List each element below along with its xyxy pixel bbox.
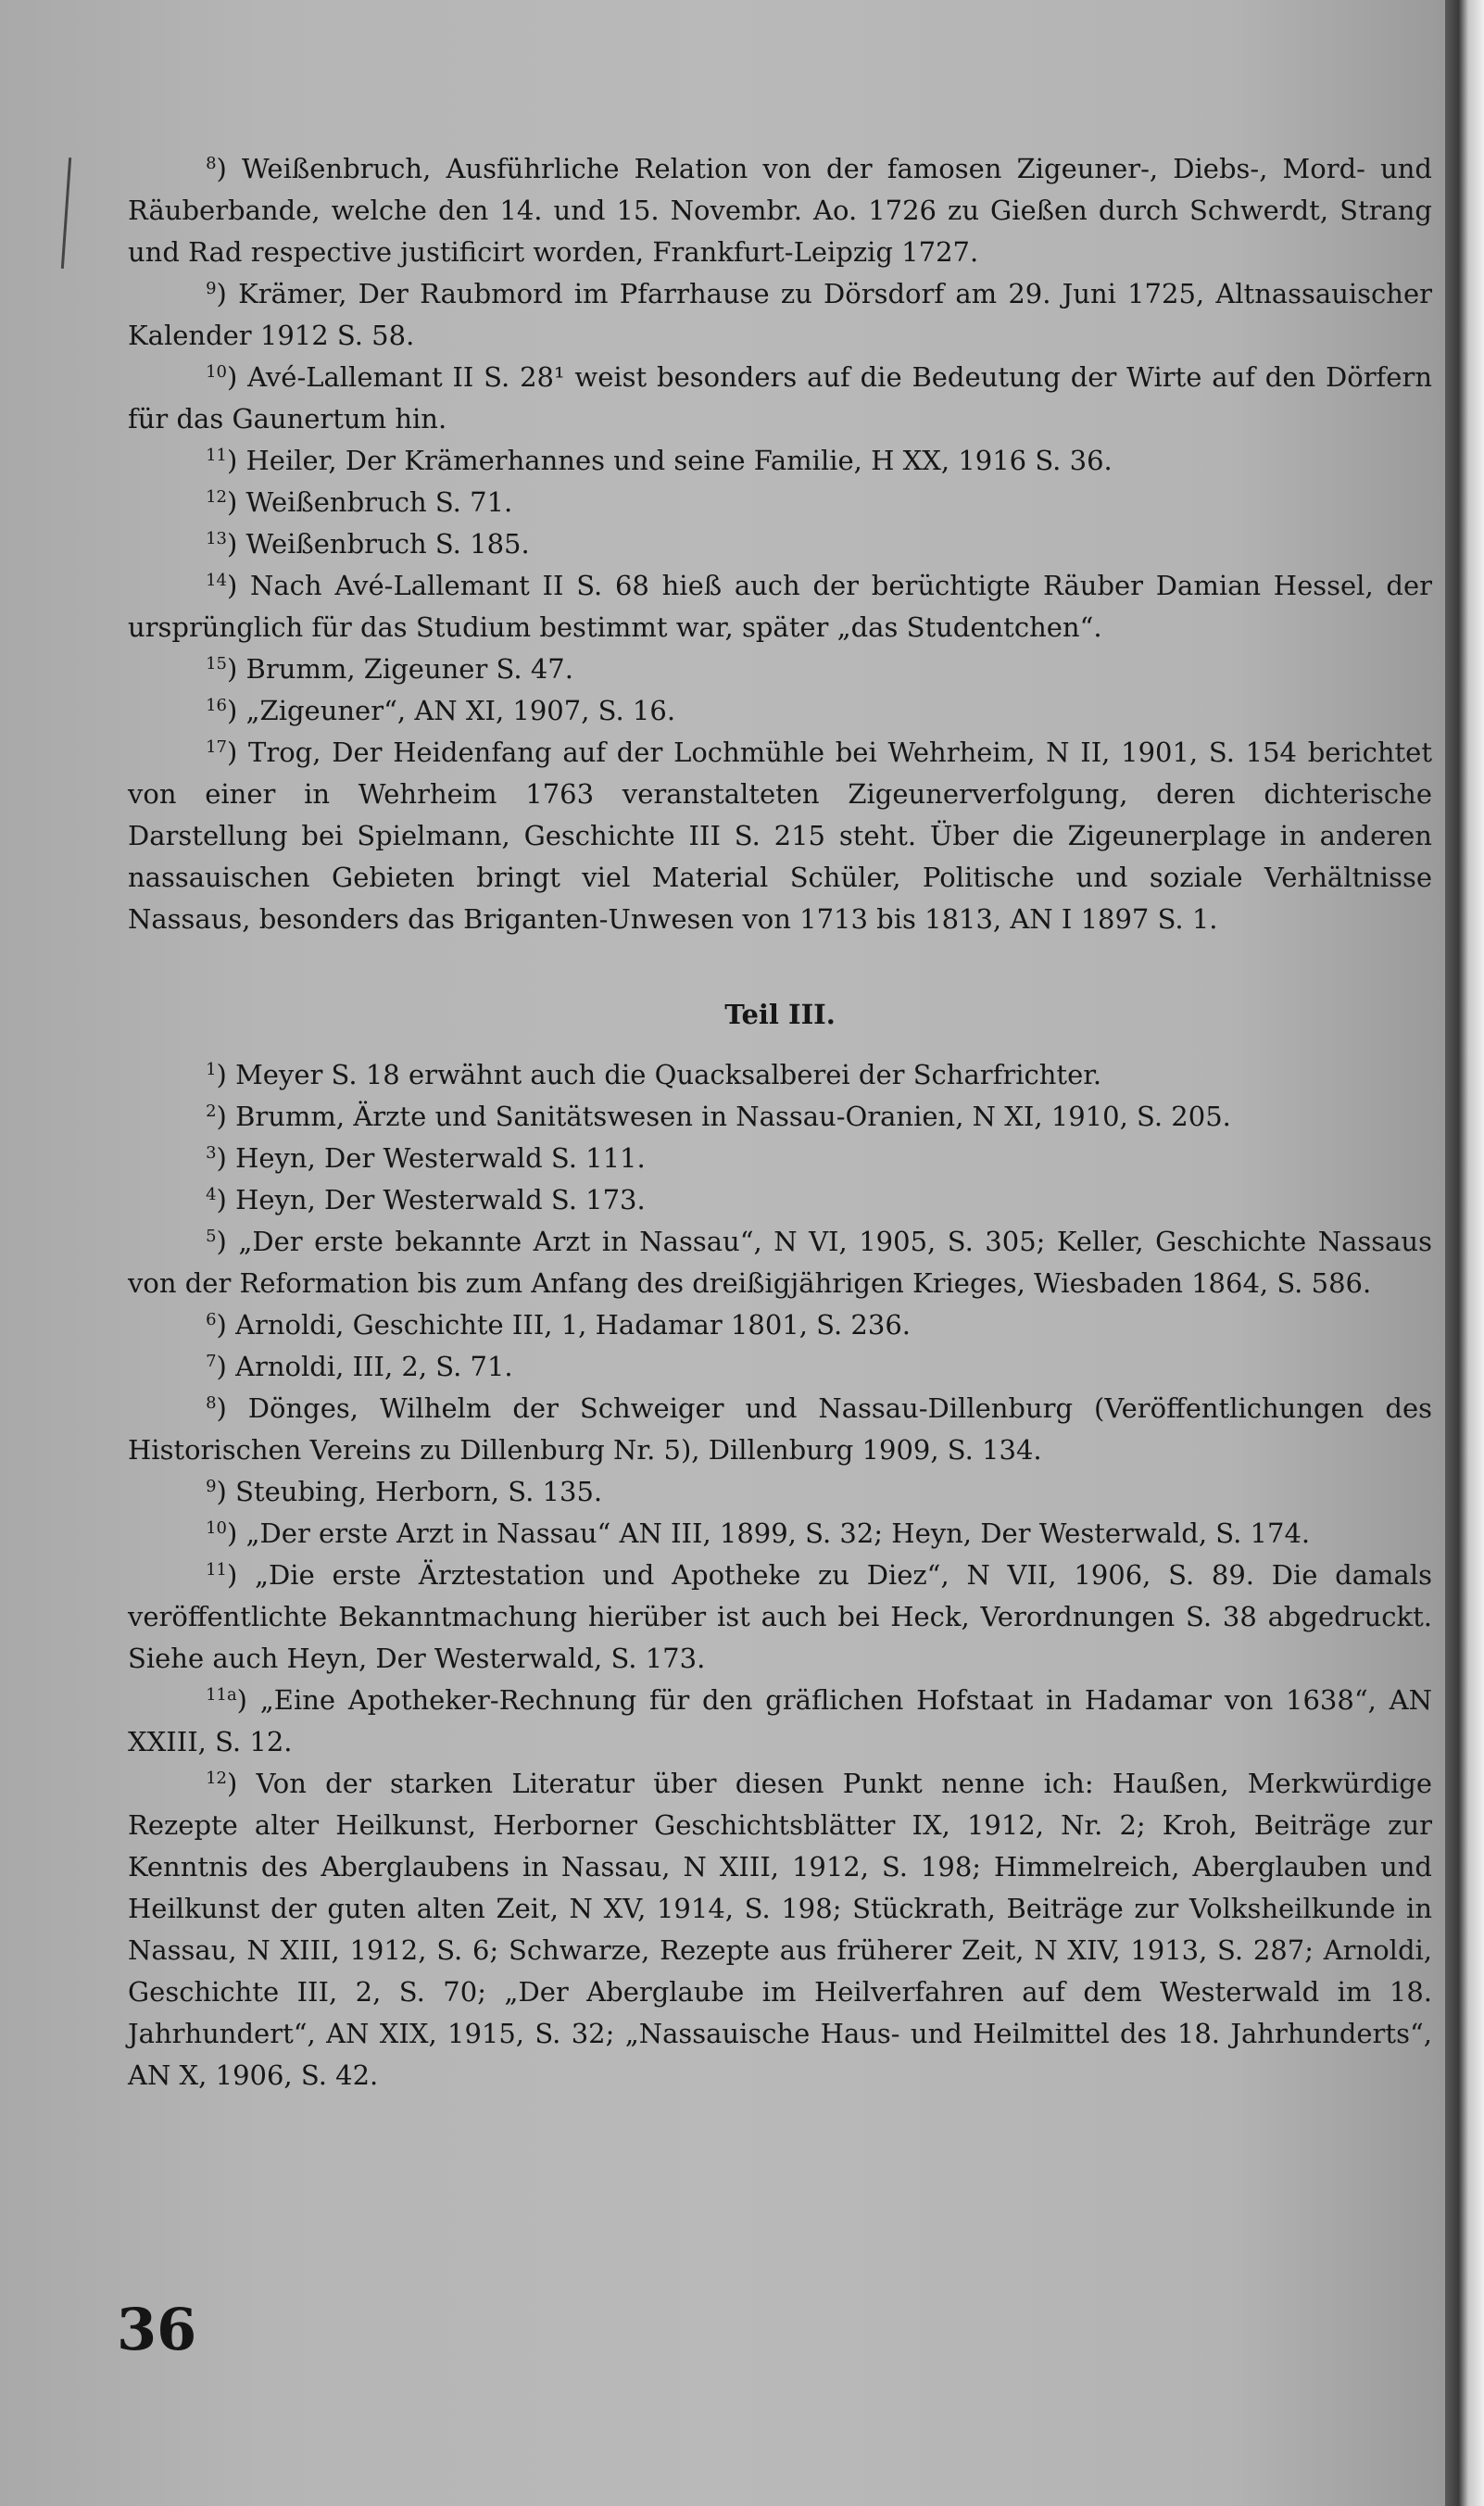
footnote-text: Heyn, Der Westerwald S. 111.: [235, 1142, 646, 1174]
page-number: 36: [117, 2296, 197, 2363]
footnote-number: 7: [206, 1352, 217, 1372]
footnote-number: 16: [206, 696, 227, 716]
footnote: $^{11a}$) „Eine Apotheker-Rechnung für den gräflichen Hofstaat in Hadamar von 1638“, AN XXIII, S. 12.: [128, 1684, 1432, 1757]
footnote-text: Nach Avé-Lallemant II S. 68 hieß auch der berüchtigte Räuber Damian Hessel, der ursprünglich für das Studium bestimmt war, später „das Studentchen“.: [128, 570, 1432, 643]
footnote-text: „Der erste bekannte Arzt in Nassau“, N VI, 1905, S. 305; Keller, Geschichte Nassaus von der Reformation bis zum Anfang des dreißigjährigen Krieges, Wiesbaden 1864, S. 586.: [128, 1226, 1432, 1299]
footnote-number: 12: [206, 487, 227, 508]
footnote-text: Von der starken Literatur über diesen Punkt nenne ich: Haußen, Merkwürdige Rezepte alter Heilkunst, Herborner Geschichtsblätter IX, 1912, Nr. 2; Kroh, Beiträge zur Kenntnis des Aberglaubens in Nassau, N XIII, 1912, S. 198; Himmelreich, Aberglauben und Heilkunst der guten alten Zeit, N XV, 1914, S. 198; Stückrath, Beiträge zur Volksheilkunde in Nassau, N XIII, 1912, S. 6; Schwarze, Rezepte aus früherer Zeit, N XIV, 1913, S. 287; Arnoldi, Geschichte III, 2, S. 70; „Der Aberglaube im Heilverfahren auf dem Westerwald im 18. Jahrhundert“, AN XIX, 1915, S. 32; „Nassauische Haus- und Heilmittel des 18. Jahrhunderts“, AN X, 1906, S. 42.: [128, 1768, 1432, 2091]
footnote: $^{11}$) Heiler, Der Krämerhannes und seine Familie, H XX, 1916 S. 36.: [206, 445, 1113, 476]
footnote-number: 17: [206, 737, 227, 758]
footnote: $^3$) Heyn, Der Westerwald S. 111.: [206, 1142, 646, 1174]
footnote-text: Krämer, Der Raubmord im Pfarrhause zu Dörsdorf am 29. Juni 1725, Altnassauischer Kalender 1912 S. 58.: [128, 278, 1432, 351]
footnote-text: Weißenbruch S. 71.: [245, 486, 513, 518]
footnote-number: 11a: [206, 1685, 237, 1706]
notes-part-iii: [128, 1054, 1432, 2097]
footnote: $^9$) Krämer, Der Raubmord im Pfarrhause zu Dörsdorf am 29. Juni 1725, Altnassauischer Kalender 1912 S. 58.: [128, 278, 1432, 351]
footnote: $^{14}$) Nach Avé-Lallemant II S. 68 hieß auch der berüchtigte Räuber Damian Hessel, der ursprünglich für das Studium bestimmt war, später „das Studentchen“.: [128, 570, 1432, 643]
footnote: $^9$) Steubing, Herborn, S. 135.: [206, 1476, 603, 1507]
footnotes-body: [128, 148, 1432, 2097]
footnote-text: Avé-Lallemant II S. 28¹ weist besonders auf die Bedeutung der Wirte auf den Dörfern für das Gaunertum hin.: [128, 361, 1432, 434]
footnote: $^1$) Meyer S. 18 erwähnt auch die Quacksalberei der Scharfrichter.: [206, 1059, 1102, 1090]
footnote: $^{17}$) Trog, Der Heidenfang auf der Lochmühle bei Wehrheim, N II, 1901, S. 154 berichtet von einer in Wehrheim 1763 veranstalteten Zigeunerverfolgung, deren dichterische Darstellung bei Spielmann, Geschichte III S. 215 steht. Über die Zigeunerplage in anderen nassauischen Gebieten bringt viel Material Schüler, Politische und soziale Verhältnisse Nassaus, besonders das Briganten-Unwesen von 1713 bis 1813, AN I 1897 S. 1.: [128, 737, 1432, 935]
footnote-text: Heyn, Der Westerwald S. 173.: [235, 1184, 646, 1215]
footnote-text: Trog, Der Heidenfang auf der Lochmühle bei Wehrheim, N II, 1901, S. 154 berichtet von einer in Wehrheim 1763 veranstalteten Zigeunerverfolgung, deren dichterische Darstellung bei Spielmann, Geschichte III S. 215 steht. Über die Zigeunerplage in anderen nassauischen Gebieten bringt viel Material Schüler, Politische und soziale Verhältnisse Nassaus, besonders das Briganten-Unwesen von 1713 bis 1813, AN I 1897 S. 1.: [128, 737, 1432, 935]
footnote-text: Meyer S. 18 erwähnt auch die Quacksalberei der Scharfrichter.: [235, 1059, 1102, 1090]
footnote-text: Arnoldi, III, 2, S. 71.: [235, 1351, 513, 1382]
footnote: $^8$) Dönges, Wilhelm der Schweiger und Nassau-Dillenburg (Veröffentlichungen des Historischen Vereins zu Dillenburg Nr. 5), Dillenburg 1909, S. 134.: [128, 1392, 1432, 1466]
footnote-number: 3: [206, 1143, 217, 1164]
footnote-text: „Zigeuner“, AN XI, 1907, S. 16.: [245, 695, 676, 726]
footnote-number: 11: [206, 1560, 227, 1580]
footnote: $^2$) Brumm, Ärzte und Sanitätswesen in Nassau-Oranien, N XI, 1910, S. 205.: [206, 1101, 1231, 1132]
footnote-text: Heiler, Der Krämerhannes und seine Familie, H XX, 1916 S. 36.: [245, 445, 1113, 476]
footnote-text: Arnoldi, Geschichte III, 1, Hadamar 1801, S. 236.: [235, 1309, 912, 1341]
notes-part-ii: [128, 148, 1432, 940]
footnote-number: 11: [206, 446, 227, 466]
footnote-number: 4: [206, 1185, 217, 1205]
footnote: $^{10}$) „Der erste Arzt in Nassau“ AN III, 1899, S. 32; Heyn, Der Westerwald, S. 174.: [206, 1517, 1311, 1549]
footnote: $^{12}$) Weißenbruch S. 71.: [206, 486, 513, 518]
footnote-text: Weißenbruch S. 185.: [245, 528, 530, 560]
footnote-text: Brumm, Ärzte und Sanitätswesen in Nassau-Oranien, N XI, 1910, S. 205.: [235, 1101, 1231, 1132]
footnote: $^{16}$) „Zigeuner“, AN XI, 1907, S. 16.: [206, 695, 676, 726]
footnote: $^{15}$) Brumm, Zigeuner S. 47.: [206, 653, 573, 685]
footnote-number: 9: [206, 279, 217, 299]
footnote-number: 10: [206, 1518, 227, 1539]
footnote-text: Brumm, Zigeuner S. 47.: [245, 653, 573, 685]
footnote: $^{11}$) „Die erste Ärztestation und Apotheke zu Diez“, N VII, 1906, S. 89. Die damals veröffentlichte Bekanntmachung hierüber ist auch bei Heck, Verordnungen S. 38 abgedruckt. Siehe auch Heyn, Der Westerwald, S. 173.: [128, 1559, 1432, 1674]
footnote-text: „Die erste Ärztestation und Apotheke zu Diez“, N VII, 1906, S. 89. Die damals veröffentlichte Bekanntmachung hierüber ist auch bei Heck, Verordnungen S. 38 abgedruckt. Siehe auch Heyn, Der Westerwald, S. 173.: [128, 1559, 1432, 1674]
footnote-text: Weißenbruch, Ausführliche Relation von der famosen Zigeuner-, Diebs-, Mord- und Räuberbande, welche den 14. und 15. Novembr. Ao. 1726 zu Gießen durch Schwerdt, Strang und Rad respective justificirt worden, Frankfurt-Leipzig 1727.: [128, 153, 1432, 268]
footnote-number: 10: [206, 362, 227, 383]
footnote: $^7$) Arnoldi, III, 2, S. 71.: [206, 1351, 513, 1382]
margin-pencil-mark: [61, 157, 71, 269]
footnote: $^{13}$) Weißenbruch S. 185.: [206, 528, 530, 560]
footnote-text: Steubing, Herborn, S. 135.: [235, 1476, 603, 1507]
footnote: $^6$) Arnoldi, Geschichte III, 1, Hadamar 1801, S. 236.: [206, 1309, 912, 1341]
footnote-number: 9: [206, 1477, 217, 1497]
footnote-number: 6: [206, 1310, 217, 1330]
footnote-number: 2: [206, 1102, 217, 1122]
footnote-number: 13: [206, 529, 227, 549]
footnote: $^5$) „Der erste bekannte Arzt in Nassau“, N VI, 1905, S. 305; Keller, Geschichte Nassaus von der Reformation bis zum Anfang des dreißigjährigen Krieges, Wiesbaden 1864, S. 586.: [128, 1226, 1432, 1299]
footnote: $^4$) Heyn, Der Westerwald S. 173.: [206, 1184, 646, 1215]
book-spine-shadow: [1445, 0, 1484, 2506]
footnote: $^{10}$) Avé-Lallemant II S. 28¹ weist besonders auf die Bedeutung der Wirte auf den Dörfern für das Gaunertum hin.: [128, 361, 1432, 434]
section-title: Teil III.: [724, 999, 836, 1030]
footnote-number: 5: [206, 1227, 217, 1247]
footnote-text: Dönges, Wilhelm der Schweiger und Nassau-Dillenburg (Veröffentlichungen des Historischen Vereins zu Dillenburg Nr. 5), Dillenburg 1909, S. 134.: [128, 1392, 1432, 1466]
footnote-number: 12: [206, 1769, 227, 1789]
footnote-number: 14: [206, 571, 227, 591]
footnote-number: 8: [206, 1393, 217, 1414]
footnote: $^{12}$) Von der starken Literatur über diesen Punkt nenne ich: Haußen, Merkwürdige Rezepte alter Heilkunst, Herborner Geschichtsblätter IX, 1912, Nr. 2; Kroh, Beiträge zur Kenntnis des Aberglaubens in Nassau, N XIII, 1912, S. 198; Himmelreich, Aberglauben und Heilkunst der guten alten Zeit, N XV, 1914, S. 198; Stückrath, Beiträge zur Volksheilkunde in Nassau, N XIII, 1912, S. 6; Schwarze, Rezepte aus früherer Zeit, N XIV, 1913, S. 287; Arnoldi, Geschichte III, 2, S. 70; „Der Aberglaube im Heilverfahren auf dem Westerwald im 18. Jahrhundert“, AN XIX, 1915, S. 32; „Nassauische Haus- und Heilmittel des 18. Jahrhunderts“, AN X, 1906, S. 42.: [128, 1768, 1432, 2091]
footnote-text: „Der erste Arzt in Nassau“ AN III, 1899, S. 32; Heyn, Der Westerwald, S. 174.: [245, 1517, 1311, 1549]
footnote-number: 15: [206, 654, 227, 674]
footnote-number: 1: [206, 1060, 217, 1080]
footnote: $^8$) Weißenbruch, Ausführliche Relation von der famosen Zigeuner-, Diebs-, Mord- und Räuberbande, welche den 14. und 15. Novembr. Ao. 1726 zu Gießen durch Schwerdt, Strang und Rad respective justificirt worden, Frankfurt-Leipzig 1727.: [128, 153, 1432, 268]
footnote-number: 8: [206, 154, 217, 174]
footnote-text: „Eine Apotheker-Rechnung für den gräflichen Hofstaat in Hadamar von 1638“, AN XXIII, S. 12.: [128, 1684, 1432, 1757]
